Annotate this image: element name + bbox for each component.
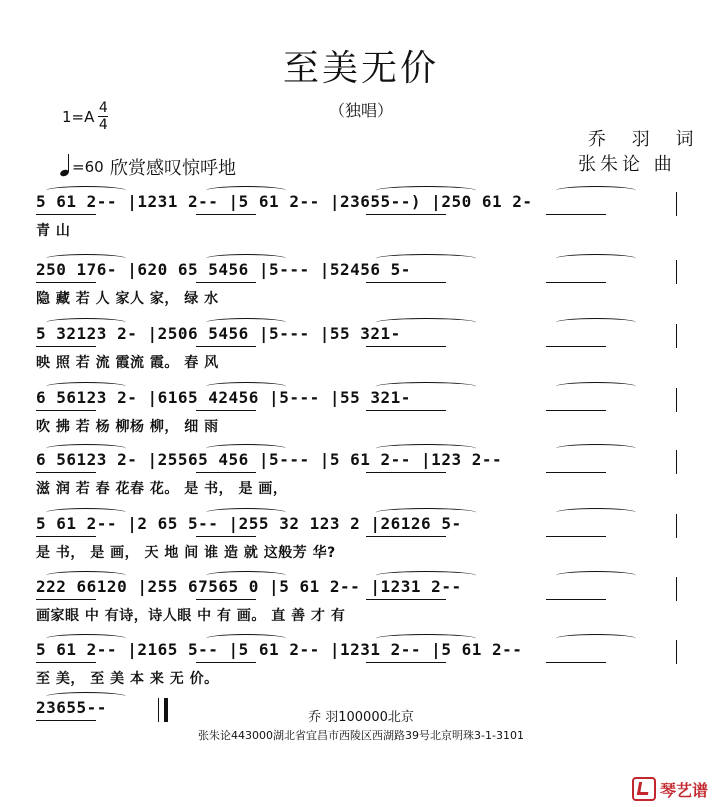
beam-line	[36, 410, 96, 411]
slur-mark	[376, 508, 476, 517]
footer-address-2: 张朱论443000湖北省宜昌市西陵区西湖路39号北京明珠3-1-3101	[198, 729, 524, 742]
beam-line	[366, 599, 446, 600]
score-row	[0, 322, 722, 386]
beam-line	[36, 282, 96, 283]
slur-mark	[376, 186, 476, 195]
slur-mark	[46, 692, 126, 701]
barline	[676, 640, 677, 664]
jianpu-notes: 5 61 2-- |1231 2-- |5 61 2-- |23655--) |250 61 2-	[36, 192, 533, 211]
slur-mark	[376, 382, 476, 391]
lyrics-line: 滋 润 若 春 花春 花。 是 书， 是 画，	[36, 481, 288, 497]
slur-mark	[46, 444, 126, 453]
jianpu-notes: 6 56123 2- |25565 456 |5--- |5 61 2-- |123 2--	[36, 450, 503, 469]
slur-mark	[556, 508, 636, 517]
beam-line	[366, 410, 446, 411]
beam-line	[196, 282, 256, 283]
notes-line	[36, 638, 686, 666]
logo-icon	[632, 777, 656, 801]
notes-line	[36, 512, 686, 540]
song-subtitle: （独唱）	[328, 101, 393, 120]
beam-line	[546, 662, 606, 663]
key-signature	[62, 101, 108, 132]
beam-line	[36, 536, 96, 537]
slur-mark	[376, 634, 476, 643]
time-signature-top: 4	[98, 100, 108, 116]
beam-line	[546, 214, 606, 215]
barline	[676, 514, 677, 538]
slur-mark	[46, 318, 126, 327]
slur-mark	[556, 186, 636, 195]
slur-mark	[376, 444, 476, 453]
composer-credit: 张朱论 曲	[578, 154, 676, 175]
notes-line	[36, 448, 686, 476]
barline	[676, 260, 677, 284]
time-signature-bottom: 4	[98, 117, 108, 133]
beam-line	[196, 662, 256, 663]
jianpu-notes: 250 176- |620 65 5456 |5--- |52456 5-	[36, 260, 411, 279]
notes-line	[36, 322, 686, 350]
beam-line	[366, 346, 446, 347]
slur-mark	[556, 571, 636, 580]
beam-line	[366, 472, 446, 473]
logo-text: 琴艺谱	[659, 780, 708, 800]
jianpu-notes: 5 61 2-- |2165 5-- |5 61 2-- |1231 2-- |5 61 2--	[36, 640, 523, 659]
lyrics-line: 至 美， 至 美 本 来 无 价。	[36, 671, 219, 687]
beam-line	[196, 472, 256, 473]
site-logo	[632, 777, 708, 801]
barline	[676, 192, 677, 216]
score-row	[0, 190, 722, 254]
jianpu-notes: 5 32123 2- |2506 5456 |5--- |55 321-	[36, 324, 401, 343]
lyrics-line: 映 照 若 流 霞流 霞。 春 风	[36, 355, 219, 371]
beam-line	[196, 536, 256, 537]
beam-line	[36, 472, 96, 473]
jianpu-notes: 23655--	[36, 698, 107, 717]
slur-mark	[376, 571, 476, 580]
beam-line	[366, 214, 446, 215]
beam-line	[546, 346, 606, 347]
slur-mark	[206, 186, 286, 195]
slur-mark	[46, 508, 126, 517]
slur-mark	[206, 254, 286, 263]
slur-mark	[46, 186, 126, 195]
score-row	[0, 575, 722, 639]
barline	[676, 388, 677, 412]
slur-mark	[206, 382, 286, 391]
tempo-marking	[60, 154, 104, 176]
lyricist-credit: 乔 羽 词	[588, 129, 704, 150]
beam-line	[36, 662, 96, 663]
slur-mark	[206, 571, 286, 580]
slur-mark	[556, 634, 636, 643]
beam-line	[366, 536, 446, 537]
slur-mark	[556, 318, 636, 327]
notes-line	[36, 386, 686, 414]
slur-mark	[46, 382, 126, 391]
score-row	[0, 258, 722, 322]
beam-line	[36, 214, 96, 215]
jianpu-notes: 6 56123 2- |6165 42456 |5--- |55 321-	[36, 388, 411, 407]
beam-line	[546, 282, 606, 283]
slur-mark	[206, 508, 286, 517]
jianpu-notes: 5 61 2-- |2 65 5-- |255 32 123 2 |26126 5-	[36, 514, 462, 533]
beam-line	[546, 536, 606, 537]
slur-mark	[206, 634, 286, 643]
slur-mark	[206, 444, 286, 453]
notes-line	[36, 575, 686, 603]
lyrics-line: 青 山	[36, 223, 71, 239]
lyrics-line: 画家眼 中 有诗，诗人眼 中 有 画。 直 善 才 有	[36, 608, 346, 624]
beam-line	[366, 662, 446, 663]
beam-line	[196, 214, 256, 215]
slur-mark	[46, 634, 126, 643]
beam-line	[546, 472, 606, 473]
slur-mark	[376, 254, 476, 263]
tempo-value: =60	[72, 158, 104, 176]
beam-line	[196, 410, 256, 411]
slur-mark	[376, 318, 476, 327]
slur-mark	[46, 254, 126, 263]
notes-line	[36, 258, 686, 286]
barline	[676, 324, 677, 348]
lyrics-line: 吹 拂 若 杨 柳杨 柳， 细 雨	[36, 419, 219, 435]
notes-line	[36, 190, 686, 218]
slur-mark	[556, 382, 636, 391]
slur-mark	[46, 571, 126, 580]
beam-line	[546, 599, 606, 600]
lyrics-line: 是 书， 是 画， 天 地 间 谁 造 就 这般芳 华?	[36, 545, 336, 561]
score-row	[0, 386, 722, 450]
jianpu-notes: 222 66120 |255 67565 0 |5 61 2-- |1231 2--	[36, 577, 462, 596]
quarter-note-icon	[60, 154, 70, 176]
time-signature	[98, 101, 108, 132]
score-row	[0, 448, 722, 512]
score-row	[0, 512, 722, 576]
key-label: 1=A	[62, 107, 95, 126]
slur-mark	[206, 318, 286, 327]
footer-address-1: 乔 羽100000北京	[308, 710, 414, 725]
lyrics-line: 隐 藏 若 人 家人 家， 绿 水	[36, 291, 219, 307]
barline	[676, 450, 677, 474]
slur-mark	[556, 254, 636, 263]
tempo-expression: 欣赏感叹惊呼地	[110, 158, 236, 179]
beam-line	[36, 346, 96, 347]
beam-line	[196, 346, 256, 347]
beam-line	[196, 599, 256, 600]
barline	[676, 577, 677, 601]
beam-line	[366, 282, 446, 283]
beam-line	[546, 410, 606, 411]
beam-line	[36, 599, 96, 600]
slur-mark	[556, 444, 636, 453]
song-title: 至美无价	[282, 48, 439, 89]
